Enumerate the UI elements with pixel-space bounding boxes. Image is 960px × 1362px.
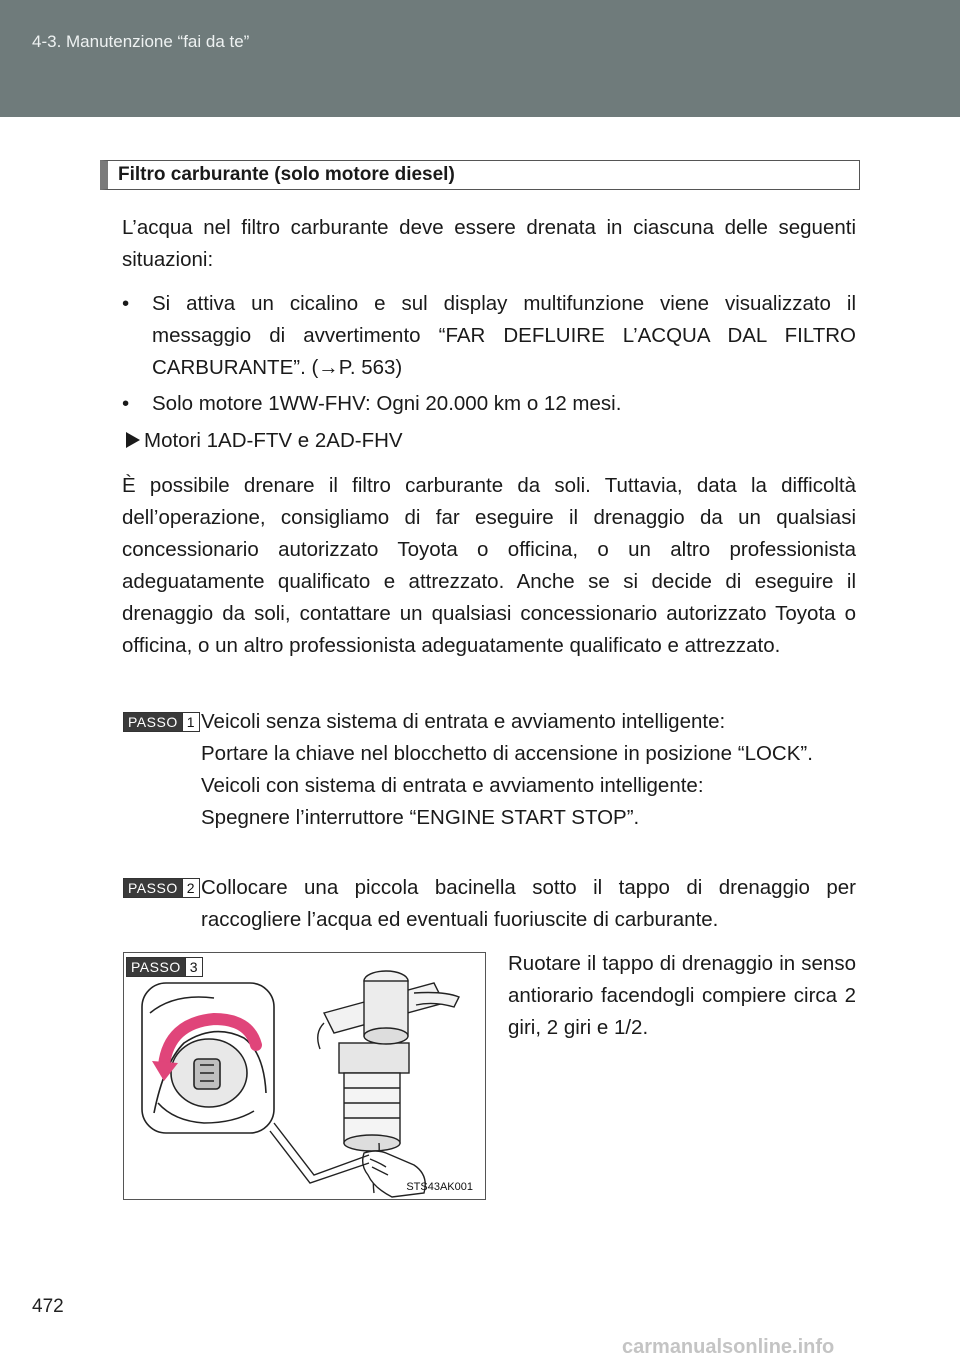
engine-subheading — [126, 425, 403, 457]
step-number: 2 — [182, 879, 199, 897]
step-line: Spegnere l’interruttore “ENGINE START STOP”. — [201, 806, 640, 829]
step-number: 3 — [185, 958, 202, 976]
fuel-filter-drawing — [124, 953, 485, 1199]
step-line: Collocare una piccola bacinella sotto il tappo di drenaggio per raccogliere l’acqua ed eventuali fuoriuscite di carburante. — [201, 876, 856, 931]
step-1-text — [201, 706, 856, 834]
fuel-filter-illustration — [123, 952, 486, 1200]
step-number: 1 — [182, 713, 199, 731]
step-line: Veicoli con sistema di entrata e avviamento intelligente: — [201, 774, 704, 797]
intro-paragraph: L’acqua nel filtro carburante deve essere drenata in ciascuna delle seguenti situazioni: — [122, 216, 856, 271]
triangle-right-icon — [126, 432, 140, 448]
step-line: Portare la chiave nel blocchetto di accensione in posizione “LOCK”. — [201, 742, 813, 765]
section-title: 4-3. Manutenzione “fai da te” — [32, 32, 250, 51]
step-line: Veicoli senza sistema di entrata e avviamento intelligente: — [201, 710, 726, 733]
step-word: PASSO — [127, 958, 185, 976]
watermark: carmanualsonline.info — [622, 1336, 835, 1358]
box-title: Filtro carburante (solo motore diesel) — [100, 160, 860, 190]
page-number: 472 — [32, 1296, 64, 1317]
body-paragraph: È possibile drenare il filtro carburante da soli. Tuttavia, data la difficoltà dell’operazione, consigliamo di far eseguire il drenaggio da un qualsiasi concessionario autorizzato Toyota o officina, o un altro professionista adeguatamente qualificato e attrezzato. Anche se si decide di eseguire il drenaggio da soli, contattare un qualsiasi concessionario autorizzato Toyota o officina, o un altro professionista adeguatamente qualificato e attrezzato. — [122, 474, 856, 657]
subheading-text: Motori 1AD-FTV e 2AD-FHV — [144, 429, 403, 452]
step-badge-1 — [123, 712, 200, 732]
figure-code: STS43AK001 — [406, 1181, 473, 1193]
step-word: PASSO — [124, 879, 182, 897]
step-3-text: Ruotare il tappo di drenaggio in senso antiorario facendogli compiere circa 2 giri, 2 giri e 1/2. — [508, 952, 856, 1039]
step-word: PASSO — [124, 713, 182, 731]
page-header — [0, 0, 960, 117]
bullet-text: Si attiva un cicalino e sul display multifunzione viene visualizzato il messaggio di avvertimento “FAR DEFLUIRE L’ACQUA DAL FILTRO CARBURANTE”. (→P. 563) — [152, 292, 856, 379]
step-2-text — [201, 872, 856, 936]
step-badge-2 — [123, 878, 200, 898]
bullet-dot-icon: • — [122, 292, 130, 315]
bullet-text: Solo motore 1WW-FHV: Ogni 20.000 km o 12 mesi. — [152, 392, 622, 415]
bullet-dot-icon: • — [122, 392, 130, 415]
